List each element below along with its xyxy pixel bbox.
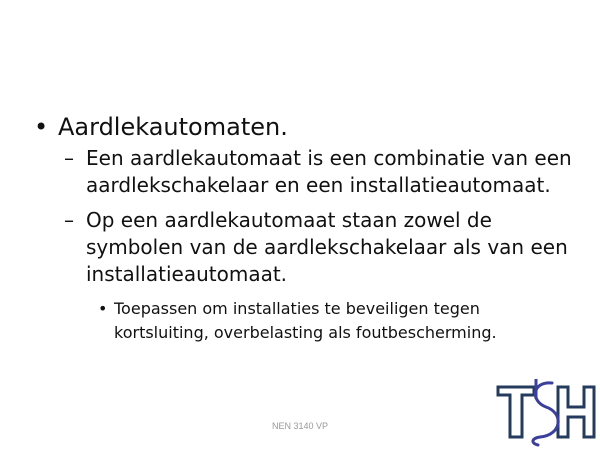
bullet-aardlekautomaten — [34, 110, 578, 144]
slide-footer: NEN 3140 VP — [271, 421, 329, 431]
sub-sub-bullet-toepassen — [98, 297, 554, 345]
dash-marker: – — [64, 208, 74, 232]
sub-bullet-symbolen — [64, 207, 586, 288]
sub-bullet-text: Een aardlekautomaat is een combinatie van een aardlekschakelaar en een installatieautomaat. — [86, 146, 572, 197]
tsh-logo — [496, 377, 596, 447]
dash-marker: – — [64, 146, 74, 170]
bullet-marker: • — [34, 113, 49, 141]
bullet-marker: • — [98, 299, 108, 318]
sub-bullet-combinatie — [64, 145, 586, 199]
sub-bullet-text: Op een aardlekautomaat staan zowel de symbolen van de aardlekschakelaar als van een installatieautomaat. — [86, 208, 568, 286]
bullet-text: Aardlekautomaten. — [58, 113, 288, 141]
sub-sub-bullet-text: Toepassen om installaties te beveiligen tegen kortsluiting, overbelasting als foutbescherming. — [114, 299, 497, 342]
